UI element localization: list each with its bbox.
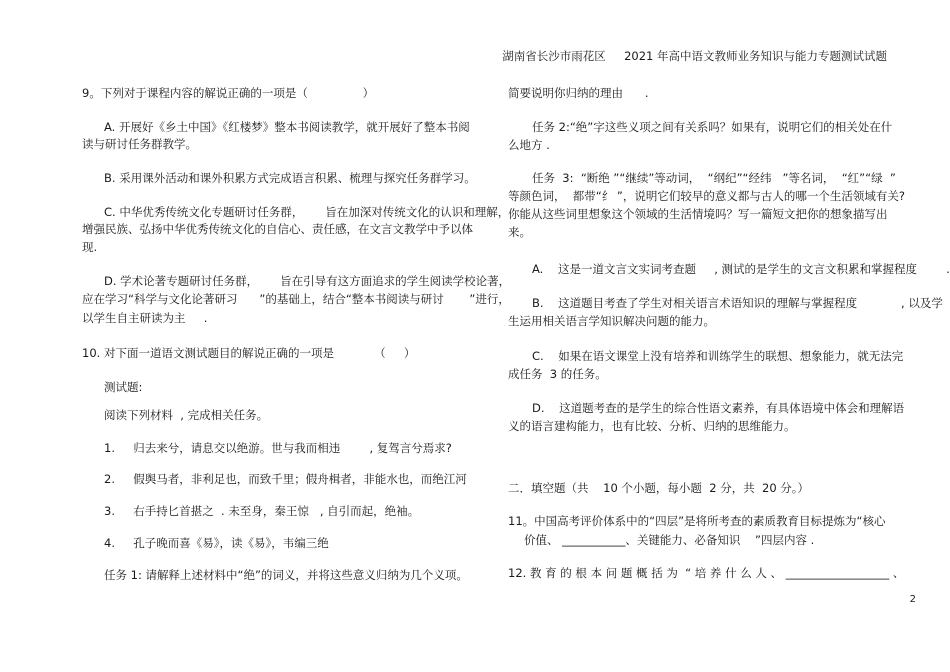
question-11-cont: 价值、 ___________、关键能力、必备知识 ”四层内容 .	[524, 533, 815, 547]
test-label: 测试题:	[104, 380, 143, 394]
task-3-cont: 等颜色词， 都带“纟 ”，说明它们较早的意义都与古人的哪一个生活领域有关?	[508, 189, 905, 203]
task-3-cont: 你能从这些词里想象这个领域的生活情境吗？写一篇短文把你的想象描写出	[508, 207, 888, 221]
question-9-option-a-cont: 读与研讨任务群教学。	[82, 137, 197, 151]
material-item-1: 1. 归去来兮，请息交以绝游。世与我而相违 , 复驾言兮焉求?	[104, 441, 452, 455]
material-item-2: 2. 假舆马者，非利足也，而致千里；假舟楫者，非能水也，而绝江河	[104, 472, 467, 486]
task-1-cont: 简要说明你归纳的理由 .	[508, 86, 649, 100]
test-instruction: 阅读下列材料 , 完成相关任务。	[104, 408, 269, 422]
question-11-stem: 11。中国高考评价体系中的“四层”是将所考查的素质教育目标提炼为“核心	[508, 514, 886, 528]
question-10-option-b: B. 这道题目考查了学生对相关语言术语知识的理解与掌握程度 , 以及学	[532, 296, 943, 310]
question-10-option-a: A. 这是一道文言文实词考查题 , 测试的是学生的文言文积累和掌握程度 .	[532, 262, 950, 276]
task-3-cont: 来。	[508, 225, 531, 239]
question-9-stem: 9。下列对于课程内容的解说正确的一项是（ ）	[82, 86, 375, 100]
question-9-option-b: B. 采用课外活动和课外积累方式完成语言积累、梳理与探究任务群学习。	[104, 171, 476, 185]
question-10-stem: 10. 对下面一道语文测试题目的解说正确的一项是 （ ）	[82, 346, 416, 360]
question-10-option-c: C. 如果在语文课堂上没有培养和训练学生的联想、想象能力，就无法完	[532, 349, 904, 363]
question-10-option-b-cont: 生运用相关语言学知识解决问题的能力。	[508, 314, 715, 328]
question-9-option-c-cont: 现.	[82, 240, 98, 254]
question-9-option-a: A. 开展好《乡土中国》《红楼梦》整本书阅读教学，就开展好了整本书阅	[104, 120, 470, 134]
task-2-cont: 么地方 .	[508, 138, 550, 152]
page-number: 2	[909, 594, 916, 605]
question-9-option-d: D. 学术论著专题研讨任务群， 旨在引导有这方面追求的学生阅读学校论著，	[104, 274, 511, 288]
question-9-option-d-cont: 应在学习“科学与文化论著研习 ”的基础上，结合“整本书阅读与研讨 ”进行，	[82, 292, 510, 306]
section-heading-fill-in: 二．填空题（共 10 个小题，每小题 2 分，共 20 分。）	[508, 481, 810, 495]
material-item-4: 4. 孔子晚而喜《易》，读《易》，韦编三绝	[104, 536, 329, 550]
material-item-3: 3. 右手持匕首揕之 . 未至身，秦王惊 , 自引而起，绝袖。	[104, 504, 420, 518]
task-1: 任务 1: 请解释上述材料中“绝”的词义，并将这些意义归纳为几个义项。	[104, 568, 468, 582]
question-10-option-c-cont: 成任务 3 的任务。	[508, 367, 607, 381]
question-10-option-d-cont: 义的语言建构能力，也有比较、分析、归纳的思维能力。	[508, 419, 796, 433]
question-9-option-c: C. 中华优秀传统文化专题研讨任务群， 旨在加深对传统文化的认识和理解，	[104, 205, 510, 219]
page-header: 湖南省长沙市雨花区 2021 年高中语文教师业务知识与能力专题测试试题	[502, 49, 887, 63]
question-12-stem: 12. 教 育 的 根 本 问 题 概 括 为 “ 培 养 什 么 人 、 __________________ 、	[508, 566, 905, 580]
question-10-option-d: D. 这道题考查的是学生的综合性语文素养，有具体语境中体会和理解语	[532, 401, 905, 415]
task-3: 任务 3: “断绝 ”“继续”等动词， “纲纪”“经纬 ”等名词， “红”“绿 ”	[532, 171, 896, 185]
question-9-option-d-cont: 以学生自主研读为主 .	[82, 311, 208, 325]
question-9-option-c-cont: 增强民族、弘扬中华优秀传统文化的自信心、责任感，在文言文教学中予以体	[82, 222, 473, 236]
task-2: 任务 2:“绝”字这些义项之间有关系吗？如果有，说明它们的相关处在什	[532, 120, 893, 134]
